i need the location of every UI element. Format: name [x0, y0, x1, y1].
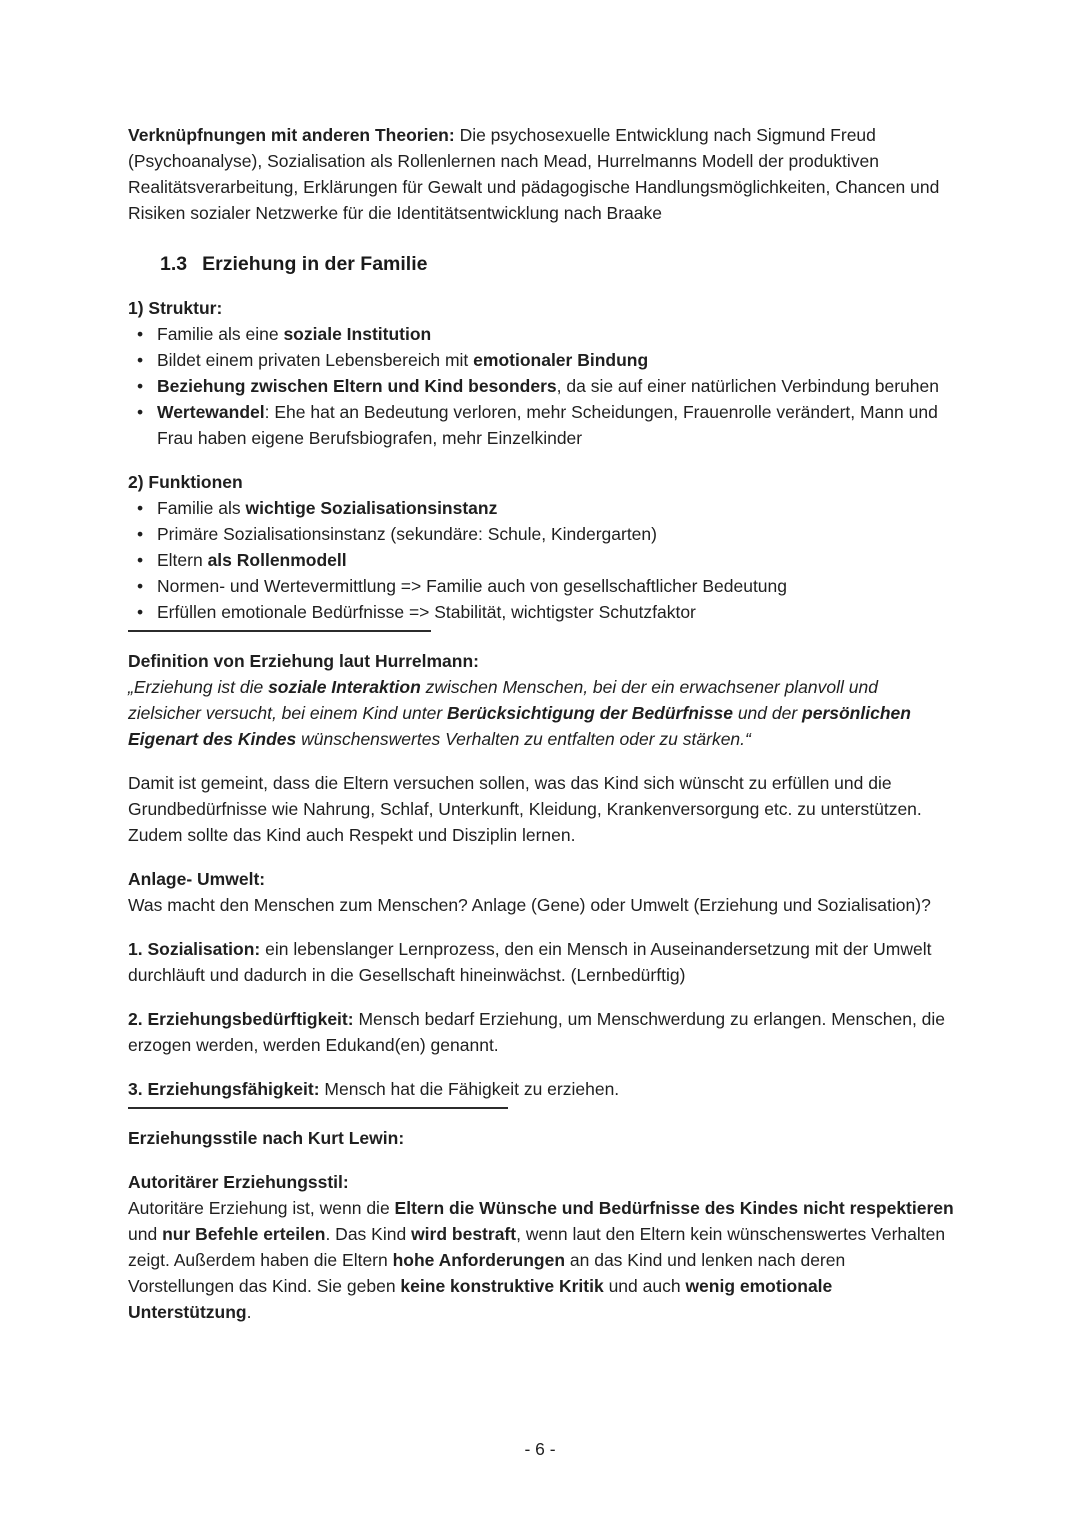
paragraph-sozialisation: 1. Sozialisation: ein lebenslanger Lernprozess, den ein Mensch in Auseinandersetzung mit der Umwelt durchläuft und dadurch in die Gesellschaft hineinwächst. (Lernbedürftig)	[128, 939, 932, 985]
divider-line	[128, 630, 431, 632]
section-heading-1-3	[160, 250, 954, 278]
section-title: Erziehung in der Familie	[202, 253, 428, 275]
definition-block	[128, 648, 954, 752]
paragraph-theorien: Verknüpfnungen mit anderen Theorien: Die psychosexuelle Entwicklung nach Sigmund Freud (Psychoanalyse), Sozialisation als Rollenlernen nach Mead, Hurrelmanns Modell der produktiven Realitätsverarbeitung, Erklärungen für Gewalt und pädagogische Handlungsmöglichkeiten, Chancen und Risiken sozialer Netzwerke für die Identitätsentwicklung nach Braake	[128, 125, 940, 223]
anlage-umwelt-body: Was macht den Menschen zum Menschen? Anlage (Gene) oder Umwelt (Erziehung und Sozialisation)?	[128, 895, 931, 915]
paragraph-erziehungsbeduerftigkeit: 2. Erziehungsbedürftigkeit: Mensch bedarf Erziehung, um Menschwerdung zu erlangen. Menschen, die erzogen werden, werden Edukand(en) genannt.	[128, 1009, 946, 1055]
bullet-item: • Beziehung zwischen Eltern und Kind besonders, da sie auf einer natürlichen Verbindung beruhen	[128, 373, 954, 399]
bullet-item: • Normen- und Wertevermittlung => Familie auch von gesellschaftlicher Bedeutung	[128, 573, 954, 599]
autoritaer-title: Autoritärer Erziehungsstil:	[128, 1172, 349, 1192]
bullet-item: • Bildet einem privaten Lebensbereich mit emotionaler Bindung	[128, 347, 954, 373]
anlage-umwelt-title: Anlage- Umwelt:	[128, 869, 266, 889]
bullet-item: • Eltern als Rollenmodell	[128, 547, 954, 573]
subheading-funktionen: 2) Funktionen	[128, 472, 243, 492]
bullet-item: • Primäre Sozialisationsinstanz (sekundäre: Schule, Kindergarten)	[128, 521, 954, 547]
funktionen-list	[128, 495, 954, 625]
definition-quote: „Erziehung ist die soziale Interaktion zwischen Menschen, bei der ein erwachsener planvoll und zielsicher versucht, bei einem Kind unter Berücksichtigung der Bedürfnisse und der persönlichen Eigenart des Kindes wünschenswertes Verhalten zu entfalten oder zu stärken.“	[128, 677, 911, 749]
autoritaer-block	[128, 1169, 954, 1325]
bullet-item: • Familie als wichtige Sozialisationsinstanz	[128, 495, 954, 521]
paragraph-damit: Damit ist gemeint, dass die Eltern versuchen sollen, was das Kind sich wünscht zu erfüllen und die Grundbedürfnisse wie Nahrung, Schlaf, Unterkunft, Kleidung, Krankenversorgung etc. zu unterstützen. Zudem sollte das Kind auch Respekt und Disziplin lernen.	[128, 773, 922, 845]
definition-title: Definition von Erziehung laut Hurrelmann:	[128, 651, 479, 671]
subheading-struktur: 1) Struktur:	[128, 298, 223, 318]
bullet-item: • Familie als eine soziale Institution	[128, 321, 954, 347]
bullet-item: • Wertewandel: Ehe hat an Bedeutung verloren, mehr Scheidungen, Frauenrolle verändert, Mann und Frau haben eigene Berufsbiografen, mehr Einzelkinder	[128, 399, 954, 451]
bullet-item: • Erfüllen emotionale Bedürfnisse => Stabilität, wichtigster Schutzfaktor	[128, 599, 954, 625]
divider-line	[128, 1107, 508, 1109]
paragraph-erziehungsfaehigkeit: 3. Erziehungsfähigkeit: Mensch hat die Fähigkeit zu erziehen.	[128, 1079, 620, 1099]
page-number: - 6 -	[524, 1439, 556, 1459]
section-number: 1.3	[160, 253, 188, 275]
erziehungsstile-title: Erziehungsstile nach Kurt Lewin:	[128, 1128, 405, 1148]
struktur-list	[128, 321, 954, 451]
autoritaer-body: Autoritäre Erziehung ist, wenn die Eltern die Wünsche und Bedürfnisse des Kindes nicht respektieren und nur Befehle erteilen. Das Kind wird bestraft, wenn laut den Eltern kein wünschenswertes Verhalten zeigt. Außerdem haben die Eltern hohe Anforderungen an das Kind und lenken nach deren Vorstellungen das Kind. Sie geben keine konstruktive Kritik und auch wenig emotionale Unterstützung.	[128, 1198, 954, 1322]
anlage-umwelt-block	[128, 866, 954, 918]
